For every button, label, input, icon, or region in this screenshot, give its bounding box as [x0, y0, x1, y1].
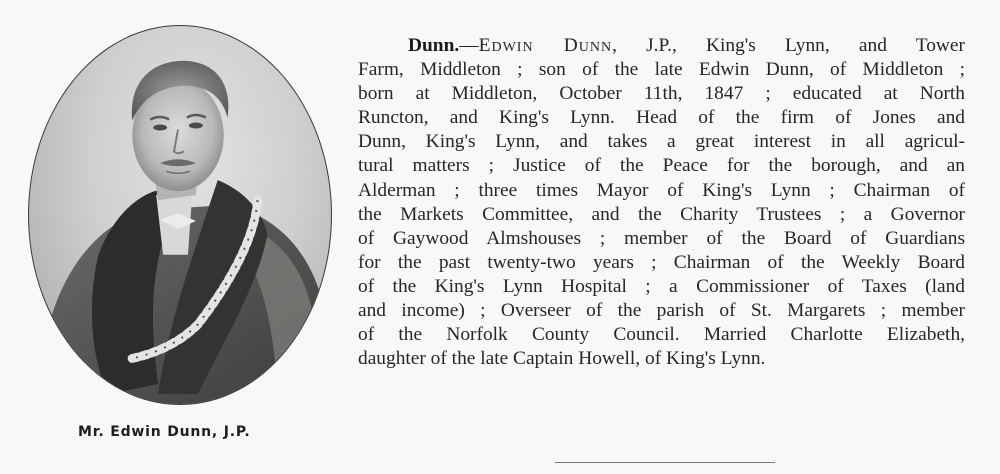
bio-line-12: and income) ; Overseer of the parish of St. Margarets ; member: [358, 300, 965, 322]
bio-line-4: Runcton, and King's Lynn. Head of the firm of Jones and: [358, 107, 965, 129]
portrait-photo: [28, 25, 332, 405]
bio-line-7: Alderman ; three times Mayor of King's Lynn ; Chairman of: [358, 179, 965, 201]
bio-line-10: for the past twenty-two years ; Chairman of the Weekly Board: [358, 251, 965, 273]
bio-line-5: Dunn, King's Lynn, and takes a great interest in all agricul-: [358, 131, 965, 153]
biography-text: [358, 34, 965, 371]
bio-line-text: , J.P., King's Lynn, and Tower: [612, 35, 965, 56]
bio-line-9: of Gaywood Almshouses ; member of the Board of Guardians: [358, 227, 965, 249]
entry-full-name: Edwin Dunn: [478, 35, 613, 56]
section-divider-rule: [555, 462, 775, 463]
portrait-caption: Mr. Edwin Dunn, J.P.: [78, 424, 251, 440]
bio-line-11: of the King's Lynn Hospital ; a Commissioner of Taxes (land: [358, 275, 965, 297]
bio-line-2: Farm, Middleton ; son of the late Edwin Dunn, of Middleton ;: [358, 59, 965, 81]
bio-line-13: of the Norfolk County Council. Married Charlotte Elizabeth,: [358, 324, 965, 346]
entry-dash: —: [459, 35, 479, 56]
bio-line-8: the Markets Committee, and the Charity Trustees ; a Governor: [358, 203, 965, 225]
bio-line-1: [358, 34, 965, 58]
bio-line-14: daughter of the late Captain Howell, of King's Lynn.: [358, 348, 766, 370]
entry-surname: Dunn.: [408, 35, 460, 56]
bio-line-3: born at Middleton, October 11th, 1847 ; educated at North: [358, 83, 965, 105]
portrait-illustration: [29, 26, 331, 404]
bio-line-6: tural matters ; Justice of the Peace for the borough, and an: [358, 155, 965, 177]
